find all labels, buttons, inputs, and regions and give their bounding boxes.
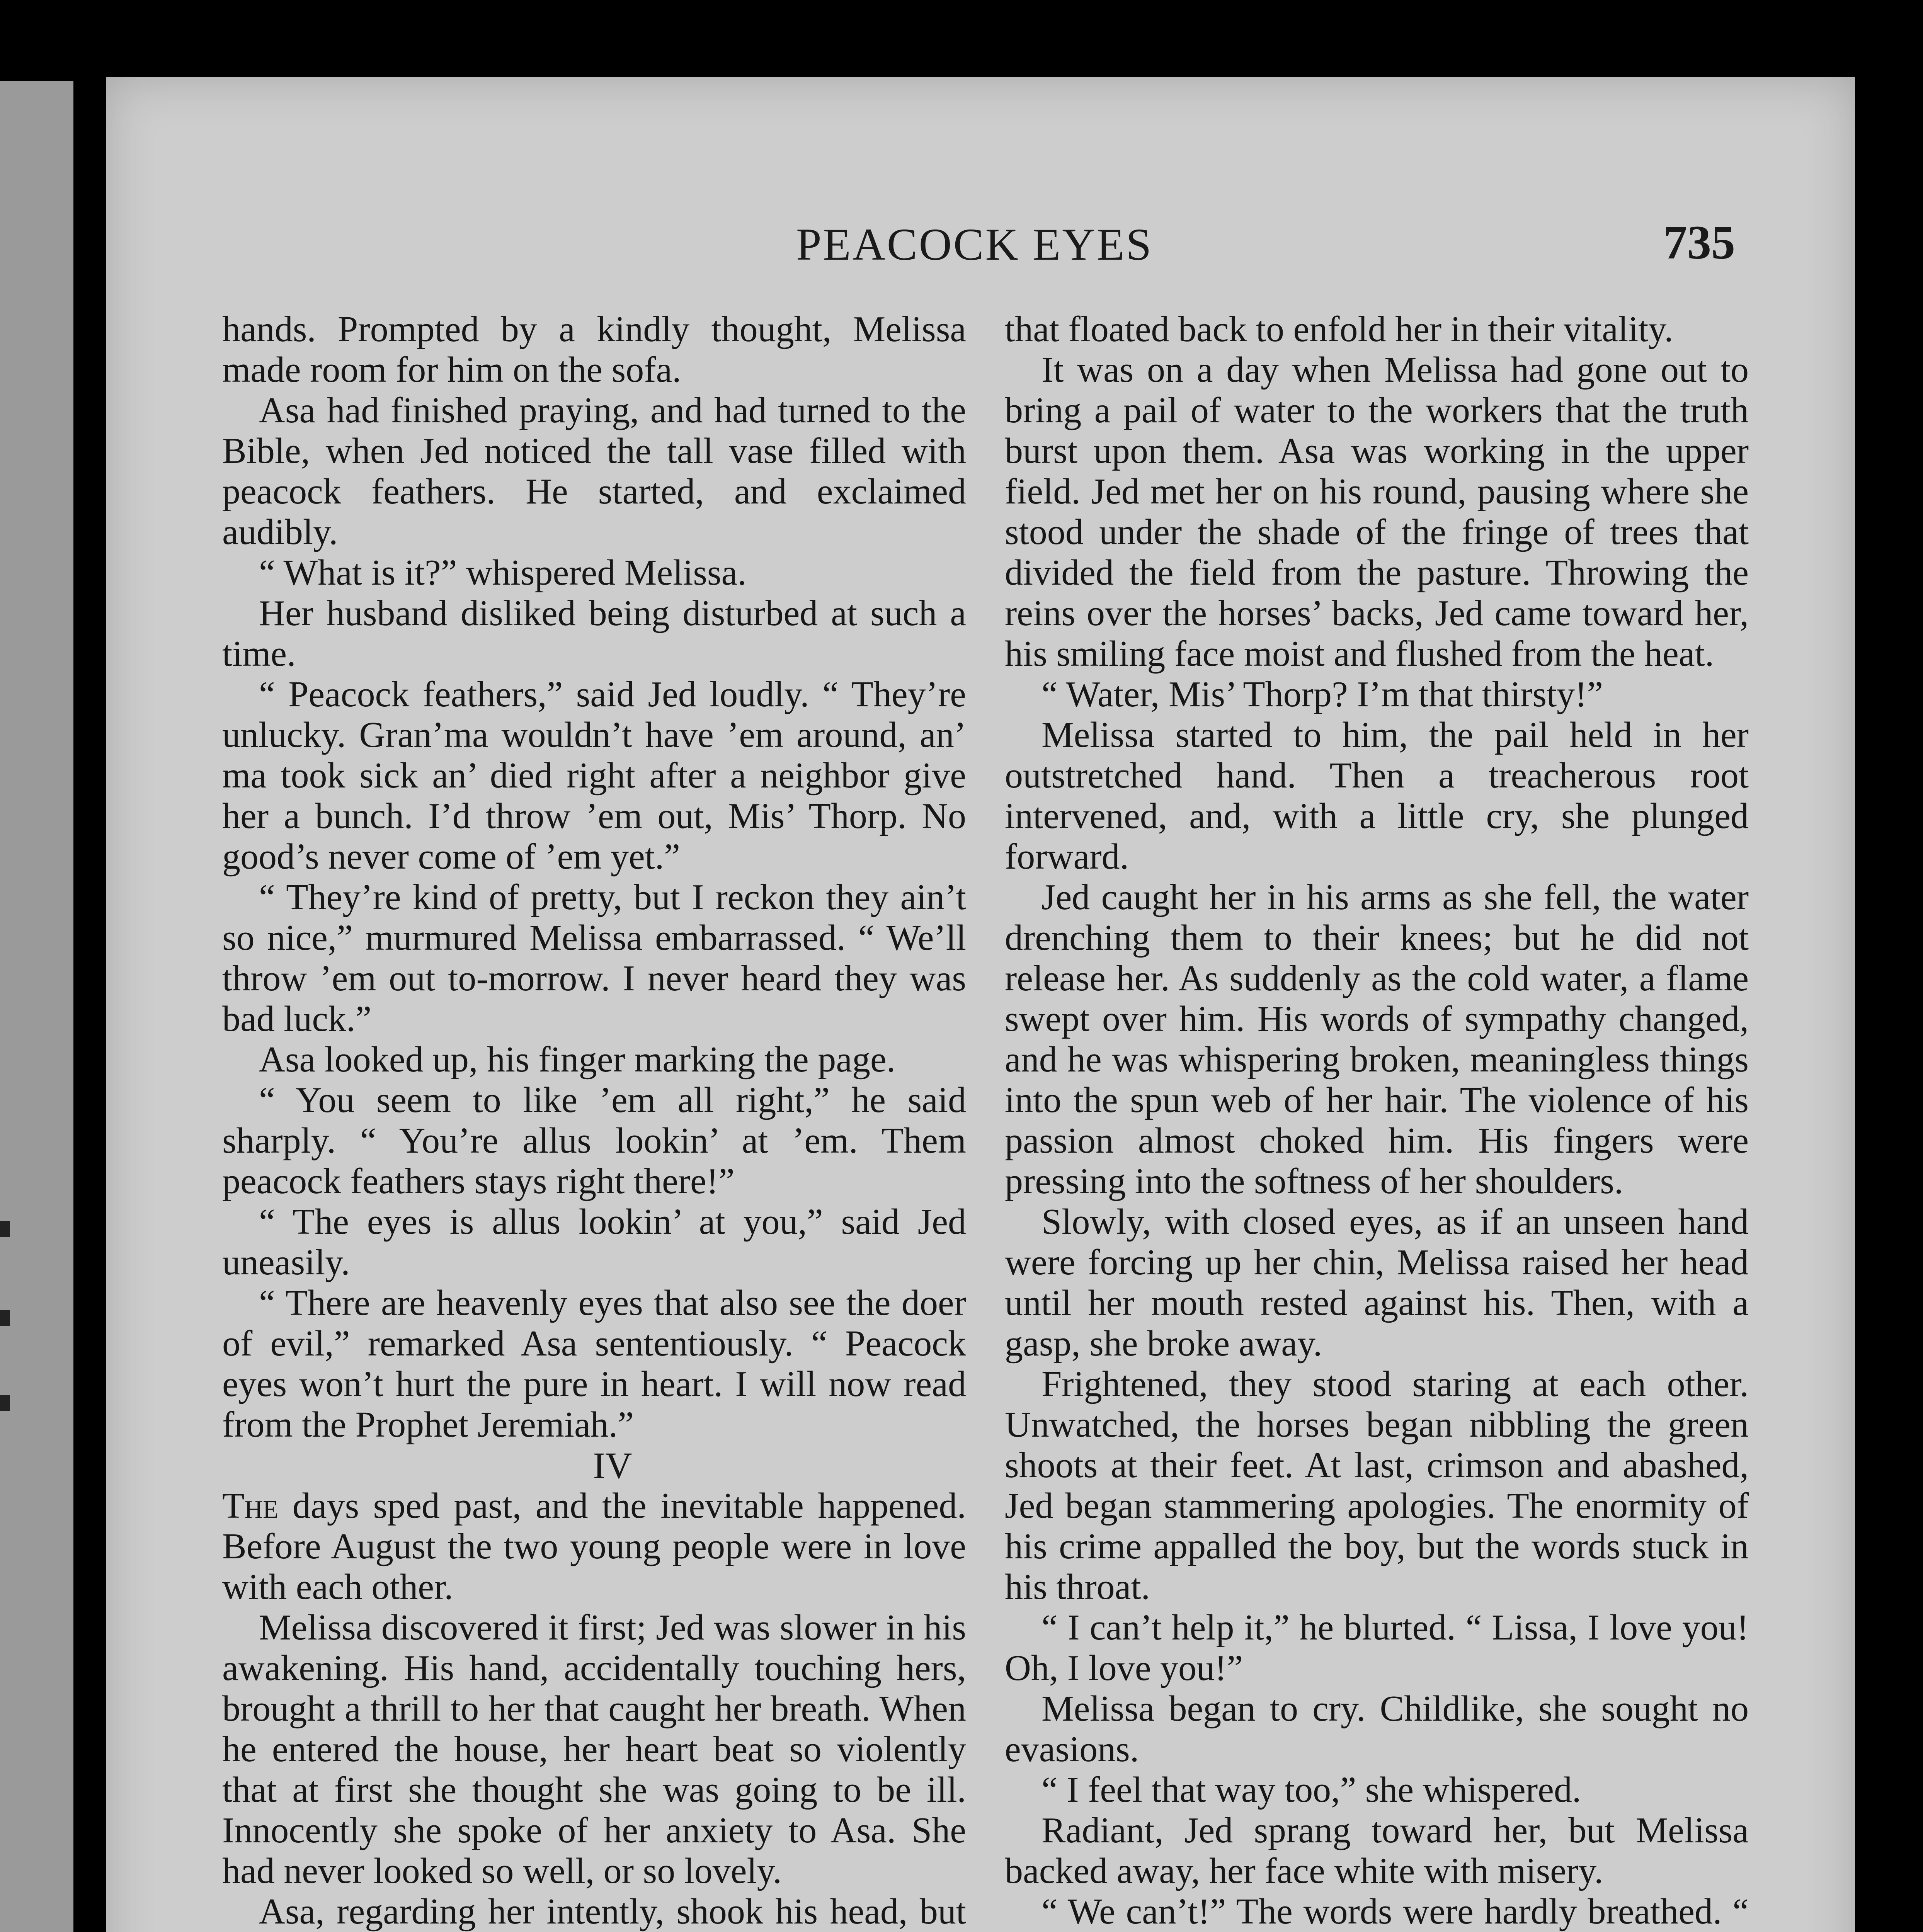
paragraph: “ Peacock feathers,” said Jed loudly. “ They’re unlucky. Gran’ma wouldn’t have ’em around, an’ ma took sick an’ died right after a neighbor give her a bunch. I’d throw ’em out, Mis’ Thorp. No good’s never come of ’em yet.”	[222, 674, 966, 877]
paragraph: hands. Prompted by a kindly thought, Melissa made room for him on the sofa.	[222, 309, 966, 390]
facing-page-mark	[0, 1221, 10, 1237]
paragraph: Jed caught her in his arms as she fell, the water drenching them to their knees; but he did not release her. As suddenly as the cold water, a flame swept over him. His words of sympathy changed, and he was whispering broken, meaningless things into the spun web of her hair. The violence of his passion almost choked him. His fingers were pressing into the softness of her shoulders.	[1005, 877, 1749, 1201]
paragraph: “ I can’t help it,” he blurted. “ Lissa, I love you! Oh, I love you!”	[1005, 1607, 1749, 1688]
paragraph: Melissa started to him, the pail held in her outstretched hand. Then a treacherous root intervened, and, with a little cry, she plunged forward.	[1005, 715, 1749, 877]
paragraph: Slowly, with closed eyes, as if an unseen hand were forcing up her chin, Melissa raised her head until her mouth rested against his. Then, with a gasp, she broke away.	[1005, 1202, 1749, 1364]
section-lead-paragraph	[222, 1486, 966, 1607]
facing-page-mark	[0, 1395, 10, 1411]
paragraph: Her husband disliked being disturbed at such a time.	[222, 593, 966, 674]
right-column-text	[1005, 309, 1749, 1932]
left-column-text-before-break	[222, 309, 966, 1445]
paragraph: Melissa began to cry. Childlike, she sought no evasions.	[1005, 1689, 1749, 1769]
paragraph: “ I feel that way too,” she whispered.	[1041, 1770, 1581, 1810]
paragraph: Frightened, they stood staring at each other. Unwatched, the horses began nibbling the green shoots at their feet. At last, crimson and abashed, Jed began stammering apologies. The enormity of his crime appalled the boy, but the words stuck in his throat.	[1005, 1364, 1749, 1607]
facing-page-mark	[0, 1310, 10, 1326]
page-number: 735	[1663, 216, 1735, 269]
paragraph: “ You seem to like ’em all right,” he said sharply. “ You’re allus lookin’ at ’em. Them peacock feathers stays right there!”	[222, 1080, 966, 1201]
paragraph: “ Water, Mis’ Thorp? I’m that thirsty!”	[1041, 674, 1603, 714]
paragraph: Melissa discovered it first; Jed was slower in his awakening. His hand, accidentally touching hers, brought a thrill to her that caught her breath. When he entered the house, her heart beat so violently that at first she thought she was going to be ill. Innocently she spoke of her anxiety to Asa. She had never looked so well, or so lovely.	[222, 1607, 966, 1891]
paragraph: Asa, regarding her intently, shook his head, but	[259, 1891, 966, 1932]
paragraph: It was on a day when Melissa had gone out to bring a pail of water to the workers that the truth burst upon them. Asa was working in the upper field. Jed met her on his round, pausing where she stood under the shade of the fringe of trees that divided the field from the pasture. Throwing the reins over the horses’ backs, Jed came toward her, his smiling face moist and flushed from the heat.	[1005, 350, 1749, 674]
section-lead-text: days sped past, and the inevitable happened. Before August the two young people were in love with each other.	[222, 1486, 966, 1607]
section-number: IV	[593, 1445, 632, 1486]
paragraph: Asa looked up, his finger marking the page.	[259, 1039, 896, 1080]
paragraph: Asa had finished praying, and had turned to the Bible, when Jed noticed the tall vase filled with peacock feathers. He started, and exclaimed audibly.	[222, 390, 966, 552]
paragraph: “ They’re kind of pretty, but I reckon they ain’t so nice,” murmured Melissa embarrassed. “ We’ll throw ’em out to-morrow. I never heard they was bad luck.”	[222, 877, 966, 1039]
paragraph: “ The eyes is allus lookin’ at you,” said Jed uneasily.	[222, 1202, 966, 1282]
paragraph: “ There are heavenly eyes that also see the doer of evil,” remarked Asa sententiously. “ Peacock eyes won’t hurt the pure in heart. I will now read from the Prophet Jeremiah.”	[222, 1283, 966, 1445]
running-head	[106, 218, 1855, 296]
paragraph: Radiant, Jed sprang toward her, but Melissa backed away, her face white with misery.	[1005, 1810, 1749, 1891]
facing-page-edge	[0, 81, 73, 1932]
book-page	[106, 77, 1855, 1932]
running-title: PEACOCK EYES	[796, 219, 1153, 270]
section-lead-cap: The	[222, 1486, 279, 1526]
paragraph: “ We can’t!” The words were hardly breathed. “	[1041, 1891, 1749, 1932]
left-column	[222, 309, 966, 1932]
paragraph: that floated back to enfold her in their vitality.	[1005, 309, 1673, 349]
left-column-text-after-break	[222, 1607, 966, 1932]
right-column	[1005, 309, 1749, 1932]
paragraph: “ What is it?” whispered Melissa.	[259, 553, 747, 593]
